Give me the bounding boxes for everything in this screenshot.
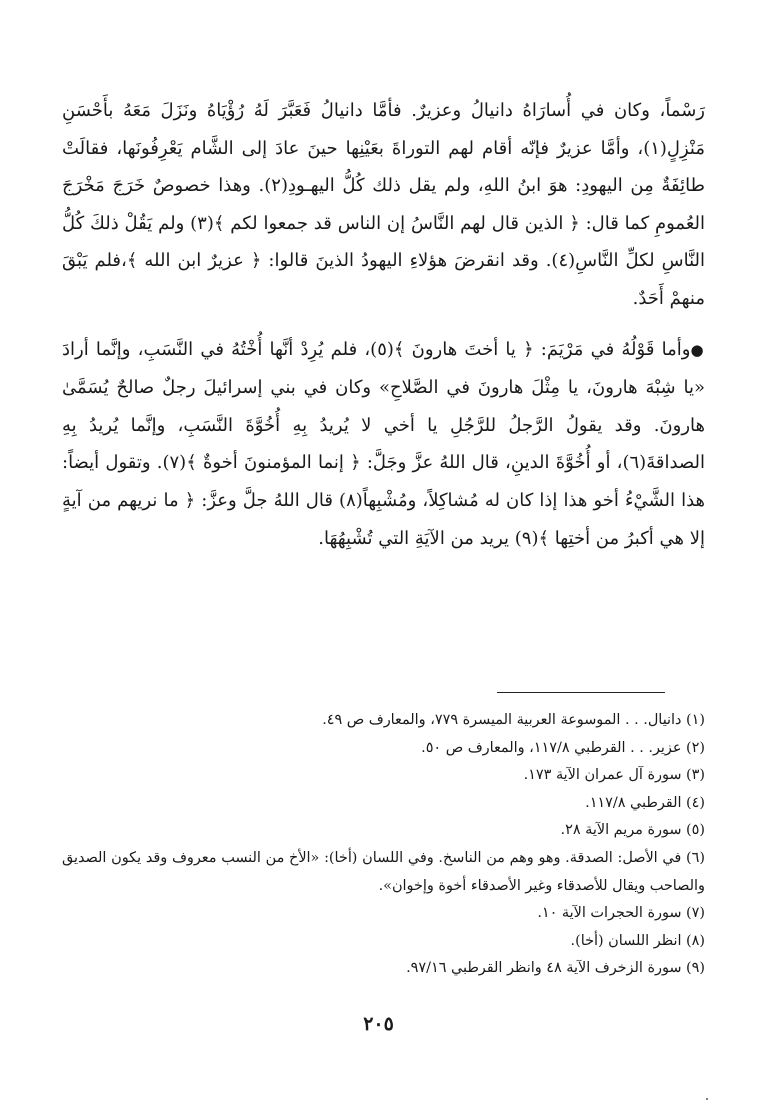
footnote-1: (١) دانيال. . . الموسوعة العربية الميسرة ٧٧٩، والمعارف ص ٤٩. <box>322 712 705 728</box>
page-number: ٢٠٥ <box>363 1013 394 1035</box>
paragraph-2-text: وأما قَوْلُهُ في مَرْيَمَ: ﴿ يا أختَ هارونَ ﴾(٥)، فلم يُرِدْ أنَّها أُخْتُهُ في النَّسَبِ، وإنَّما أرادَ «يا شِبْهَ هارونَ، يا مِثْلَ هارونَ في الصَّلاحِ» وكان في بني إسرائيلَ رجلٌ صالحٌ يُسَمَّىٰ هارونَ. وقد يقولُ الرَّجلُ للرَّجُلِ يا أخي لا يُريدُ بِهِ أُخُوَّةَ النَّسَبِ، وإنَّما يُريدُ بِهِ الصداقةَ(٦)، أو أُخُوَّةَ الدينِ، قال اللهُ عزَّ وجَلَّ: ﴿ إنما المؤمنونَ أخوةٌ ﴾(٧). وتقول أيضاً: هذا الشَّيْءُ أخو هذا إذا كان له مُشاكِلاً، ومُشْبِهاً(٨) قال اللهُ جلَّ وعزَّ: ﴿ ما نريهم من آيةٍ إلا هي أكبرُ من أختِها ﴾(٩) يريد من الآيَةِ التي تُشْبِهُهَا. <box>62 338 706 549</box>
paragraph-1: رَسْماً، وكان في أُسارَاهُ دانيالُ وعزيرٌ. فأمَّا دانيالُ فَعَبَّرَ لَهُ رُؤْيَاهُ ونَزَلَ مَعَهُ بأَحْسَنِ مَنْزِلٍ(١)، وأمَّا عزيرٌ فإنّه أقام لهم التوراةَ بعَيْنِها حينَ عادَ إلى الشَّام يَعْرِفُونَها، فقالَتْ طائِفَةٌ مِن اليهودِ: هوَ ابنُ اللهِ، ولم يقل ذلك كُلُّ اليهـودِ(٢). وهذا خصوصٌ خَرَجَ مَخْرَجَ العُمومِ كما قال: ﴿ الذين قال لهم النَّاسُ إن الناس قد جمعوا لكم ﴾(٣) ولم يَقُلْ ذلكَ كُلُّ النَّاسِ لكلِّ النَّاسِ(٤). وقد انقرضَ هؤلاءِ اليهودُ الذينَ قالوا: ﴿ عزيرٌ ابن الله ﴾،فلم يَبْقَ منهمْ أَحَدٌ. <box>62 100 705 309</box>
footnote-6: (٦) في الأصل: الصدقة. وهو وهم من الناسخ. وفي اللسان (أخا): «الأخ من النسب معروف وقد يكون الصديق والصاحب ويقال للأصدقاء وغير الأصدقاء أخوة وإخوان». <box>62 849 705 894</box>
footnote-7: (٧) سورة الحجرات الآية ١٠. <box>537 905 705 922</box>
footnote-separator <box>497 692 665 693</box>
bullet-icon: ● <box>690 340 706 359</box>
footnotes <box>62 707 705 983</box>
footnote-2: (٢) عزير. . . القرطبي ١١٧/٨، والمعارف ص ٥٠. <box>421 739 705 756</box>
scan-speck <box>706 1098 708 1100</box>
footnote-4: (٤) القرطبي ١١٧/٨. <box>585 794 705 811</box>
main-text <box>62 92 705 557</box>
footnote-9: (٩) سورة الزخرف الآية ٤٨ وانظر القرطبي ٩٧/١٦. <box>406 960 705 977</box>
paragraph-2 <box>62 331 705 558</box>
footnote-8: (٨) انظر اللسان (أخا). <box>570 932 705 949</box>
footnote-5: (٥) سورة مريم الآية ٢٨. <box>560 822 705 839</box>
footnote-3: (٣) سورة آل عمران الآية ١٧٣. <box>523 767 705 784</box>
